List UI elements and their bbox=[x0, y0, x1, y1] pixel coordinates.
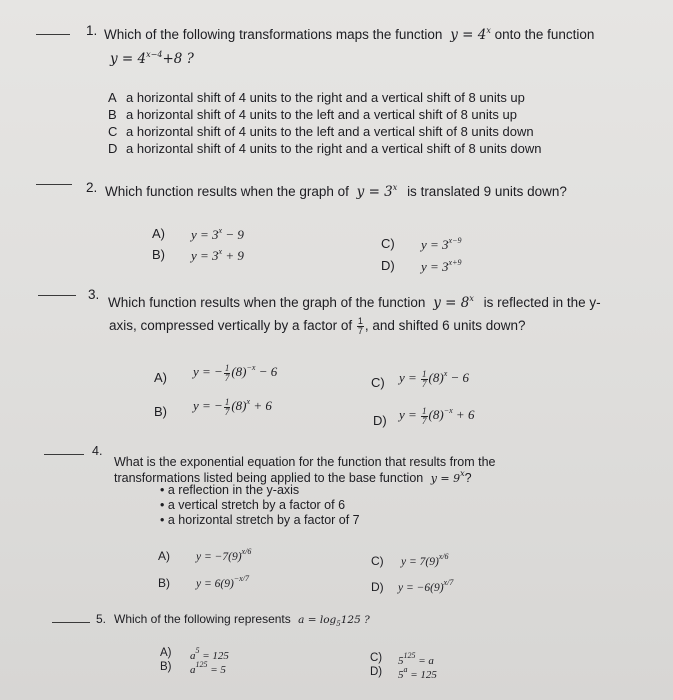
question-number-4: 4. bbox=[92, 444, 103, 458]
q3-option-d-label: D) bbox=[373, 413, 387, 428]
question-number-1: 1. bbox=[86, 23, 98, 38]
q2-option-a-label: A) bbox=[152, 226, 165, 241]
question-5-text: Which of the following represents $a = \log_5125$ ? bbox=[114, 612, 370, 629]
question-4-line-2: transformations listed being applied to the base function $y = 9^x$? bbox=[114, 469, 472, 485]
q1-option-d: D a horizontal shift of 4 units to the right and a vertical shift of 8 units down bbox=[108, 141, 542, 156]
q5-option-b-equation: $a^{125} = 5$ bbox=[190, 660, 226, 676]
q2-option-b-equation: $y = 3^x + 9$ bbox=[191, 247, 244, 263]
question-number-5: 5. bbox=[96, 612, 107, 626]
question-1-target-function: $y = 4^{x-4}+8$ ? bbox=[110, 50, 194, 67]
q5-option-a-equation: $a^5 = 125$ bbox=[190, 646, 229, 662]
q4-bullet-1: • a reflection in the y-axis bbox=[160, 483, 300, 497]
question-4-line-1: What is the exponential equation for the function that results from the bbox=[114, 455, 496, 469]
answer-blank-q5 bbox=[52, 622, 90, 623]
q5-option-c-label: C) bbox=[370, 652, 383, 664]
question-3-line-2: axis, compressed vertically by a factor of $\frac{1}{7}$ , and shifted 6 units down? bbox=[109, 316, 526, 336]
q1-option-b: B a horizontal shift of 4 units to the left and a vertical shift of 8 units up bbox=[108, 107, 517, 122]
q4-option-d-label: D) bbox=[371, 580, 384, 594]
q5-option-c-equation: $5^{125} = a$ bbox=[398, 651, 434, 667]
q4-option-c-label: C) bbox=[371, 554, 384, 568]
answer-blank-q2 bbox=[36, 184, 72, 185]
q2-option-a-equation: $y = 3^x - 9$ bbox=[191, 226, 244, 242]
q4-bullet-2: • a vertical stretch by a factor of 6 bbox=[160, 498, 346, 512]
q1-option-c: C a horizontal shift of 4 units to the left and a vertical shift of 8 units down bbox=[108, 124, 534, 139]
q4-option-b-equation: $y = 6(9)^{-x/7}$ bbox=[196, 574, 249, 590]
q4-option-b-label: B) bbox=[158, 576, 170, 590]
q3-option-b-label: B) bbox=[154, 404, 167, 419]
q4-bullet-3: • a horizontal stretch by a factor of 7 bbox=[160, 513, 360, 527]
answer-blank-q1 bbox=[36, 34, 70, 35]
question-3-line-1: Which function results when the graph of the function $y = 8^x$ is reflected in the y- bbox=[108, 294, 601, 311]
q2-option-c-label: C) bbox=[381, 236, 395, 251]
q2-option-c-equation: $y = 3^{x-9}$ bbox=[421, 236, 462, 252]
q5-option-d-label: D) bbox=[370, 666, 383, 678]
q4-option-d-equation: $y = -6(9)^{x/7}$ bbox=[398, 578, 454, 594]
q4-option-c-equation: $y = 7(9)^{x/6}$ bbox=[401, 552, 449, 568]
q5-option-d-equation: $5^a = 125$ bbox=[398, 665, 437, 681]
question-1-text: Which of the following transformations maps the function $y = 4^x$ onto the function bbox=[104, 26, 595, 43]
q3-option-c-label: C) bbox=[371, 375, 385, 390]
q5-option-a-label: A) bbox=[160, 647, 172, 659]
q2-option-d-equation: $y = 3^{x+9}$ bbox=[421, 258, 462, 274]
question-number-2: 2. bbox=[86, 180, 98, 195]
q2-option-b-label: B) bbox=[152, 247, 165, 262]
q4-option-a-label: A) bbox=[158, 549, 170, 563]
q3-option-a-equation: y = − $\frac{1}{7}$ $(8)^{-x} - 6$ bbox=[193, 362, 278, 383]
q5-option-b-label: B) bbox=[160, 661, 172, 673]
answer-blank-q4 bbox=[44, 454, 84, 455]
q3-option-a-label: A) bbox=[154, 370, 167, 385]
q1-option-a: A a horizontal shift of 4 units to the right and a vertical shift of 8 units up bbox=[108, 90, 525, 105]
fraction-one-seventh: $\frac{1}{7}$ bbox=[357, 316, 363, 336]
q2-option-d-label: D) bbox=[381, 258, 395, 273]
q3-option-c-equation: y = $\frac{1}{7}$ $(8)^x - 6$ bbox=[399, 368, 470, 389]
question-number-3: 3. bbox=[88, 287, 100, 302]
q3-option-d-equation: y = $\frac{1}{7}$ $(8)^{-x} + 6$ bbox=[399, 405, 475, 426]
question-2-text: Which function results when the graph of $y = 3^x$ is translated 9 units down? bbox=[105, 183, 567, 200]
q4-option-a-equation: $y = -7(9)^{x/6}$ bbox=[196, 547, 252, 563]
answer-blank-q3 bbox=[38, 295, 76, 296]
q3-option-b-equation: y = − $\frac{1}{7}$ $(8)^x + 6$ bbox=[193, 396, 272, 417]
